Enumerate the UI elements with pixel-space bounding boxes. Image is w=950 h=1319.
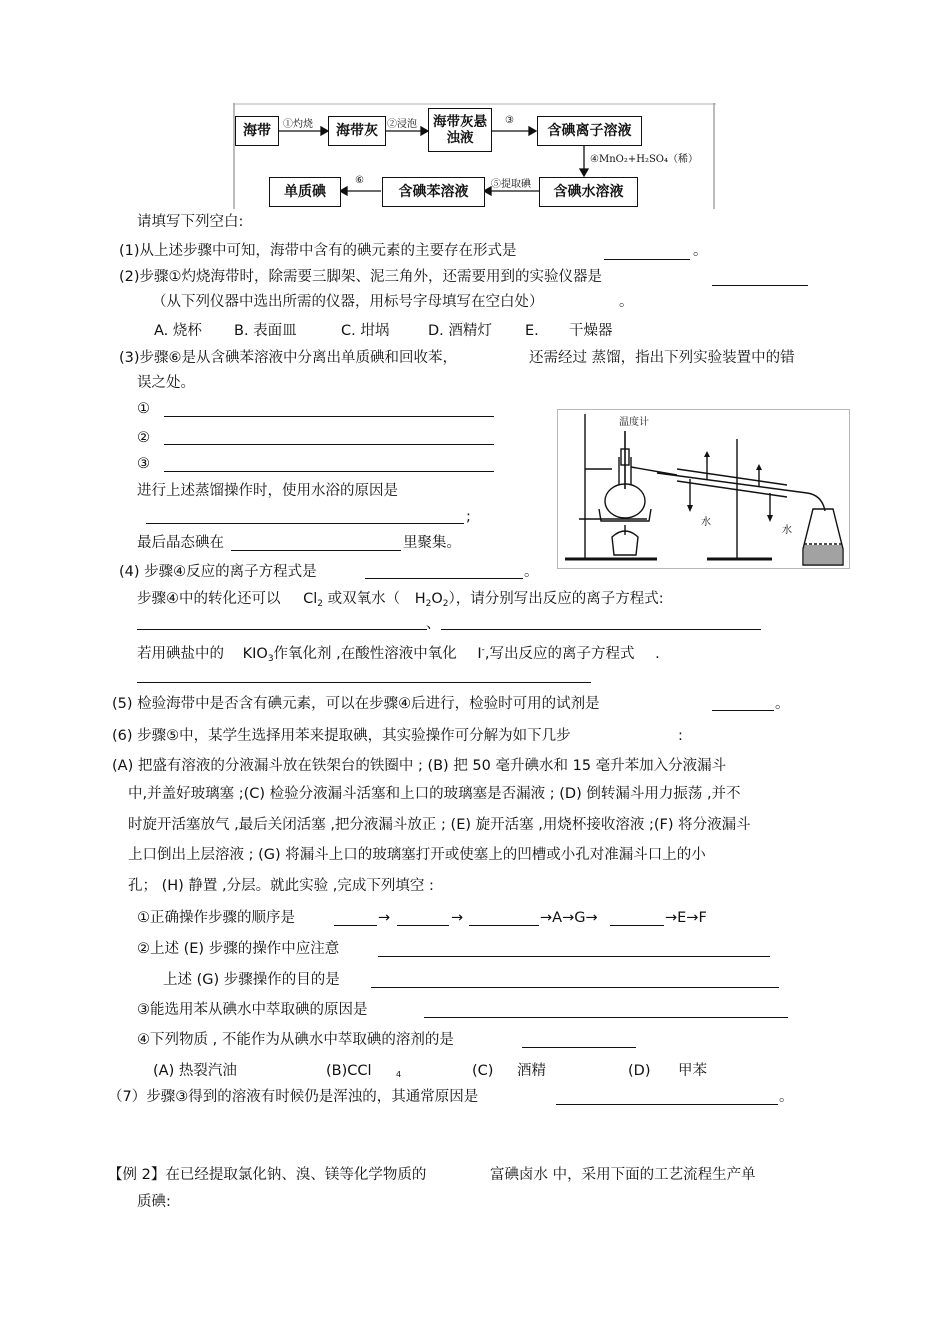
q3-line1: (3)步骤⑥是从含碘苯溶液中分离出单质碘和回收苯， bbox=[119, 350, 458, 366]
q4-l2a: 步骤④中的转化还可以 bbox=[137, 591, 281, 607]
q4-l2d: 或双氧水（ bbox=[327, 591, 401, 607]
q3-water-bath: 进行上述蒸馏操作时，使用水浴的原因是 bbox=[137, 483, 398, 499]
flow-step-4: ④MnO₂+H₂SO₄（稀） bbox=[590, 154, 699, 165]
q6-para-1: (A) 把盛有溶液的分液漏斗放在铁架台的铁圈中 ; (B) 把 50 毫升碘水和 15 毫升苯加入分液漏斗 bbox=[112, 758, 727, 774]
q3-crystal-b: 里聚集。 bbox=[403, 535, 461, 551]
q4-cl-sub: 2 bbox=[317, 599, 323, 609]
q4-blank-h2o2[interactable] bbox=[441, 629, 761, 630]
q4-dun: 、 bbox=[426, 616, 441, 632]
q2-option-a: A. 烧杯 bbox=[154, 323, 202, 339]
flow-box-seaweed: 海带 bbox=[235, 116, 279, 146]
flow-box-iodine: 单质碘 bbox=[269, 177, 341, 207]
q6-opt-d: (D) bbox=[628, 1063, 651, 1079]
q6-s3: ③能选用苯从碘水中萃取碘的原因是 bbox=[137, 1002, 368, 1018]
q6-s2b: 上述 (G) 步骤操作的目的是 bbox=[163, 972, 340, 988]
q6-text: (6) 步骤⑤中，某学生选择用苯来提取碘，其实验操作可分解为如下几步 bbox=[112, 728, 571, 744]
q2-end: 。 bbox=[619, 294, 634, 310]
q6-s1-mid: →A→G→ bbox=[540, 910, 598, 926]
q3-water-bath-blank[interactable] bbox=[146, 523, 464, 524]
q1-end: 。 bbox=[693, 243, 708, 259]
q2-note: （从下列仪器中选出所需的仪器，用标号字母填写在空白处） bbox=[152, 294, 544, 310]
q6-para-4: 上口倒出上层溶液 ; (G) 将漏斗上口的玻璃塞打开或使塞上的凹槽或小孔对准漏斗口上的小 bbox=[128, 847, 706, 863]
q7-blank[interactable] bbox=[556, 1104, 778, 1105]
q7-end: 。 bbox=[779, 1089, 794, 1105]
q6-opt-c-text: 酒精 bbox=[517, 1063, 546, 1079]
q6-s1-blank-2[interactable] bbox=[397, 925, 449, 926]
q5-text: (5) 检验海带中是否含有碘元素，可以在步骤④后进行，检验时可用的试剂是 bbox=[112, 696, 600, 712]
q3-mark-2: ② bbox=[137, 430, 150, 446]
flow-diagram bbox=[233, 103, 716, 209]
q6-s4-blank[interactable] bbox=[522, 1047, 636, 1048]
q4-h-sub: 2 bbox=[425, 599, 432, 609]
flow-step-6: ⑥ bbox=[355, 175, 364, 186]
q3-line2: 误之处。 bbox=[137, 375, 195, 391]
q6-s2: ②上述 (E) 步骤的操作中应注意 bbox=[137, 941, 340, 957]
q6-para-2: 中,并盖好玻璃塞 ;(C) 检验分液漏斗活塞和上口的玻璃塞是否漏液 ; (D) 倒转漏斗用力振荡 ,并不 bbox=[128, 786, 741, 802]
q3-crystal-blank[interactable] bbox=[231, 550, 401, 551]
q3-crystal-a: 最后晶态碘在 bbox=[137, 535, 224, 551]
q6-opt-a: (A) 热裂汽油 bbox=[153, 1063, 237, 1079]
q3-blank-2[interactable] bbox=[164, 444, 494, 445]
q4-o-sub: 2 bbox=[442, 599, 449, 609]
q6-s4: ④下列物质 , 不能作为从碘水中萃取碘的溶剂的是 bbox=[137, 1032, 454, 1048]
q4-blank-kio3[interactable] bbox=[137, 682, 591, 683]
flow-box-suspension: 海带灰悬浊液 bbox=[428, 108, 492, 152]
q4-l4g: ,写出反应的离子方程式 bbox=[484, 645, 635, 662]
q6-s1-end: →E→F bbox=[665, 910, 707, 926]
q6-opt-b-sub: 4 bbox=[396, 1070, 402, 1079]
q6-colon: : bbox=[678, 728, 683, 744]
q4-kio: KIO bbox=[242, 645, 268, 662]
q4-blank[interactable] bbox=[365, 578, 523, 579]
q3-mark-1: ① bbox=[137, 401, 150, 417]
q6-s1: ①正确操作步骤的顺序是 bbox=[137, 910, 295, 926]
q6-s1-arrow-1: → bbox=[378, 910, 391, 926]
flow-step-3: ③ bbox=[505, 115, 514, 126]
flow-box-iodine-benzene: 含碘苯溶液 bbox=[382, 177, 485, 207]
q6-s1-blank-1[interactable] bbox=[334, 925, 377, 926]
apparatus-water-label-1: 水 bbox=[701, 517, 711, 528]
flow-step-1: ①灼烧 bbox=[283, 119, 313, 130]
q6-s3-blank[interactable] bbox=[424, 1017, 788, 1018]
q6-s1-blank-3[interactable] bbox=[469, 925, 539, 926]
q6-opt-c: (C) bbox=[472, 1063, 494, 1079]
apparatus-drawing bbox=[557, 409, 850, 569]
q4-h: H bbox=[414, 591, 426, 607]
q6-s1-arrow-2: → bbox=[451, 910, 464, 926]
q4-text: (4) 步骤④反应的离子方程式是 bbox=[119, 564, 317, 580]
q2-option-d: D. 酒精灯 bbox=[428, 323, 492, 339]
flow-step-5: ⑤提取碘 bbox=[491, 179, 531, 190]
q2-option-c: C. 坩埚 bbox=[341, 323, 390, 339]
q4-line4 bbox=[137, 641, 660, 668]
q6-opt-d-text: 甲苯 bbox=[678, 1063, 707, 1079]
q3-mark-3: ③ bbox=[137, 456, 150, 472]
flow-box-ash: 海带灰 bbox=[328, 116, 386, 146]
q4-l2i: ），请分别写出反应的离子方程式: bbox=[448, 591, 664, 607]
q1-blank[interactable] bbox=[604, 259, 690, 260]
q3-line1b: 还需经过 蒸馏，指出下列实验装置中的错 bbox=[529, 350, 795, 366]
q6-para-5: 孔； (H) 静置 ,分层。就此实验 ,完成下列填空 : bbox=[128, 878, 434, 894]
flow-step-2: ②浸泡 bbox=[387, 119, 417, 130]
q2-option-e: E. bbox=[525, 323, 539, 339]
apparatus-water-label-2: 水 bbox=[782, 525, 792, 536]
apparatus-thermometer-label: 温度计 bbox=[619, 417, 649, 428]
q1-text: (1)从上述步骤中可知，海带中含有的碘元素的主要存在形式是 bbox=[119, 243, 517, 259]
ex2-line1b: 富碘卤水 中，采用下面的工艺流程生产单 bbox=[490, 1167, 756, 1183]
q6-s1-blank-4[interactable] bbox=[610, 925, 664, 926]
q3-semicolon: ; bbox=[466, 509, 471, 525]
q3-blank-3[interactable] bbox=[164, 471, 494, 472]
q4-end: 。 bbox=[524, 564, 539, 580]
flow-box-iodine-water: 含碘水溶液 bbox=[539, 177, 638, 207]
q2-option-b: B. 表面皿 bbox=[234, 323, 297, 339]
q4-cl: Cl bbox=[303, 591, 318, 607]
intro-text: 请填写下列空白: bbox=[137, 214, 244, 230]
q6-s2b-blank[interactable] bbox=[371, 987, 779, 988]
q4-o: O bbox=[431, 591, 443, 607]
q7-text: （7）步骤③得到的溶液有时候仍是浑浊的，其通常原因是 bbox=[108, 1089, 479, 1105]
flow-box-iodide-solution: 含碘离子溶液 bbox=[537, 116, 642, 146]
q4-i-sup: - bbox=[481, 645, 485, 655]
q4-l4a: 若用碘盐中的 bbox=[137, 645, 224, 662]
ex2-line2: 质碘: bbox=[137, 1194, 171, 1210]
q4-i: I bbox=[477, 645, 482, 662]
q3-blank-1[interactable] bbox=[164, 416, 494, 417]
q4-kio-sub: 3 bbox=[267, 653, 274, 664]
q5-end: 。 bbox=[775, 696, 790, 712]
q4-l4h: . bbox=[655, 645, 660, 662]
q6-para-3: 时旋开活塞放气 ,最后关闭活塞 ,把分液漏斗放正 ; (E) 旋开活塞 ,用烧杯接收溶液 ;(F) 将分液漏斗 bbox=[128, 817, 751, 833]
q2-option-e-text: 干燥器 bbox=[569, 323, 613, 339]
q4-l4d: 作氧化剂 ,在酸性溶液中氧化 bbox=[273, 645, 457, 662]
q2-blank[interactable] bbox=[712, 285, 808, 286]
q4-line2 bbox=[137, 590, 664, 613]
q6-s2-blank[interactable] bbox=[378, 956, 770, 957]
q4-blank-cl2[interactable] bbox=[137, 629, 427, 630]
q5-blank[interactable] bbox=[712, 710, 774, 711]
distillation-apparatus bbox=[557, 409, 850, 569]
ex2-line1a: 【例 2】在已经提取氯化钠、溴、镁等化学物质的 bbox=[108, 1167, 427, 1183]
q6-opt-b: (B)CCl bbox=[326, 1063, 372, 1079]
q2-text: (2)步骤①灼烧海带时，除需要三脚架、泥三角外，还需要用到的实验仪器是 bbox=[119, 269, 603, 285]
